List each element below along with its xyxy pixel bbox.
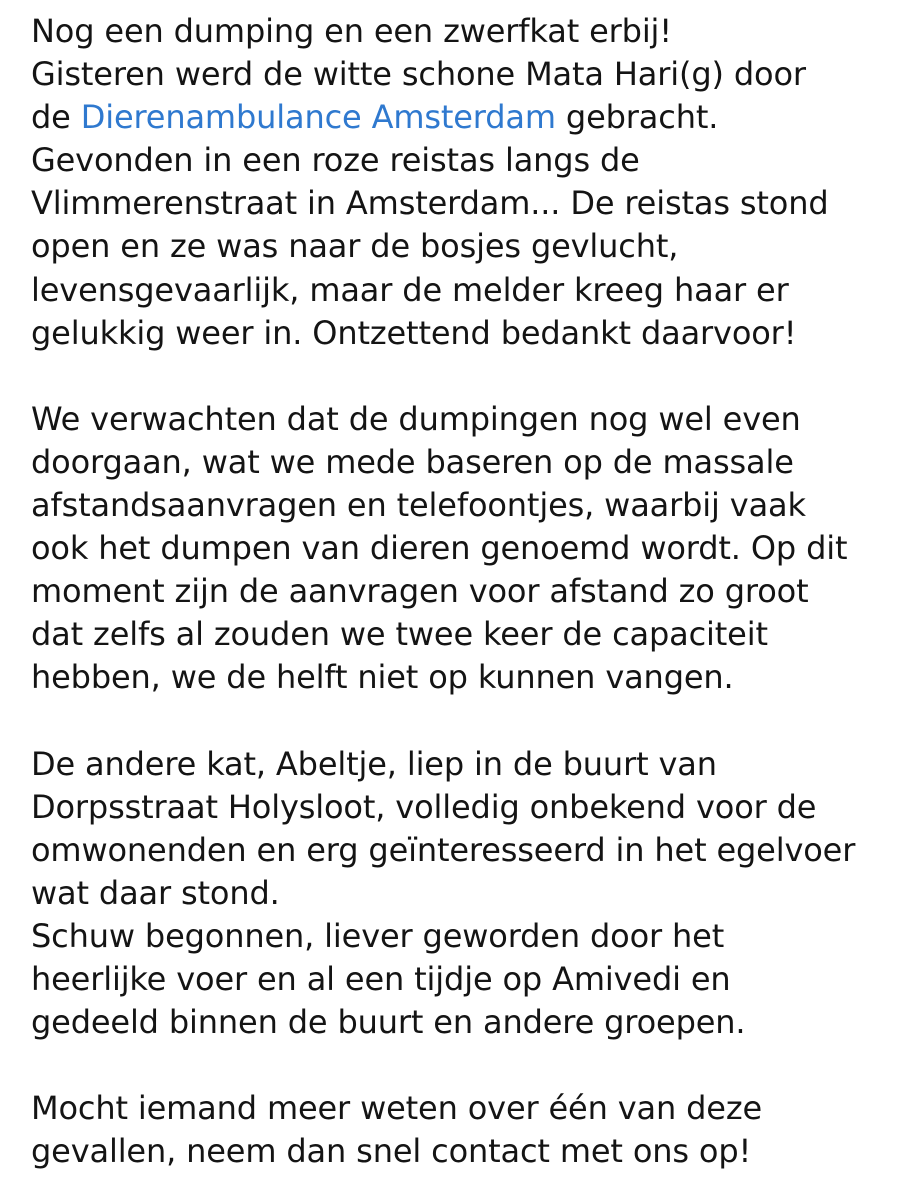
link-prefix: de <box>31 98 81 137</box>
paragraph-abeltje <box>31 743 891 1045</box>
post-text-line: De andere kat, Abeltje, liep in de buurt van <box>31 744 717 783</box>
post-text-line: ook het dumpen van dieren genoemd wordt. Op dit <box>31 529 848 568</box>
post-text-line: doorgaan, wat we mede baseren op de massale <box>31 442 794 481</box>
post-text-line: Gevonden in een roze reistas langs de <box>31 141 640 180</box>
post-text-line: moment zijn de aanvragen voor afstand zo groot <box>31 572 809 611</box>
paragraph-spacer <box>31 1044 891 1087</box>
paragraph-spacer <box>31 355 891 398</box>
post-text-line-with-link <box>31 96 891 139</box>
post-text-line: gevallen, neem dan snel contact met ons op! <box>31 1132 752 1171</box>
post-text-line: omwonenden en erg geïnteresseerd in het egelvoer <box>31 830 856 869</box>
post-text-line: Nog een dumping en een zwerfkat erbij! <box>31 12 672 50</box>
post-text-line: gedeeld binnen de buurt en andere groepen. <box>31 1003 746 1042</box>
post-text-line: hebben, we de helft niet op kunnen vangen. <box>31 658 734 697</box>
post-text-line: gelukkig weer in. Ontzettend bedankt daarvoor! <box>31 313 797 352</box>
post-text-line: Dorpsstraat Holysloot, volledig onbekend voor de <box>31 787 817 826</box>
post-text-line: Schuw begonnen, liever geworden door het <box>31 916 725 955</box>
paragraph-spacer <box>31 700 891 743</box>
post-text-line: afstandsaanvragen en telefoontjes, waarbij vaak <box>31 486 806 525</box>
paragraph-dumping-report <box>31 10 891 355</box>
post-text-line: dat zelfs al zouden we twee keer de capaciteit <box>31 615 768 654</box>
link-suffix: gebracht. <box>555 98 719 137</box>
dierenambulance-link[interactable]: Dierenambulance Amsterdam <box>80 98 556 137</box>
post-text-line: heerlijke voer en al een tijdje op Amivedi en <box>31 960 731 999</box>
paragraph-call-to-action <box>31 1087 891 1173</box>
post-text-line: levensgevaarlijk, maar de melder kreeg haar er <box>31 270 789 309</box>
post-text-line: Vlimmerenstraat in Amsterdam... De reistas stond <box>31 184 829 223</box>
paragraph-expectations <box>31 398 891 700</box>
post-text-line: open en ze was naar de bosjes gevlucht, <box>31 227 679 266</box>
post-text-line: Mocht iemand meer weten over één van deze <box>31 1089 763 1128</box>
post-text-line: wat daar stond. <box>31 873 280 912</box>
post-text-line: We verwachten dat de dumpingen nog wel even <box>31 399 801 438</box>
post-body <box>31 10 891 1174</box>
post-text-line: Gisteren werd de witte schone Mata Hari(g) door <box>31 55 806 94</box>
